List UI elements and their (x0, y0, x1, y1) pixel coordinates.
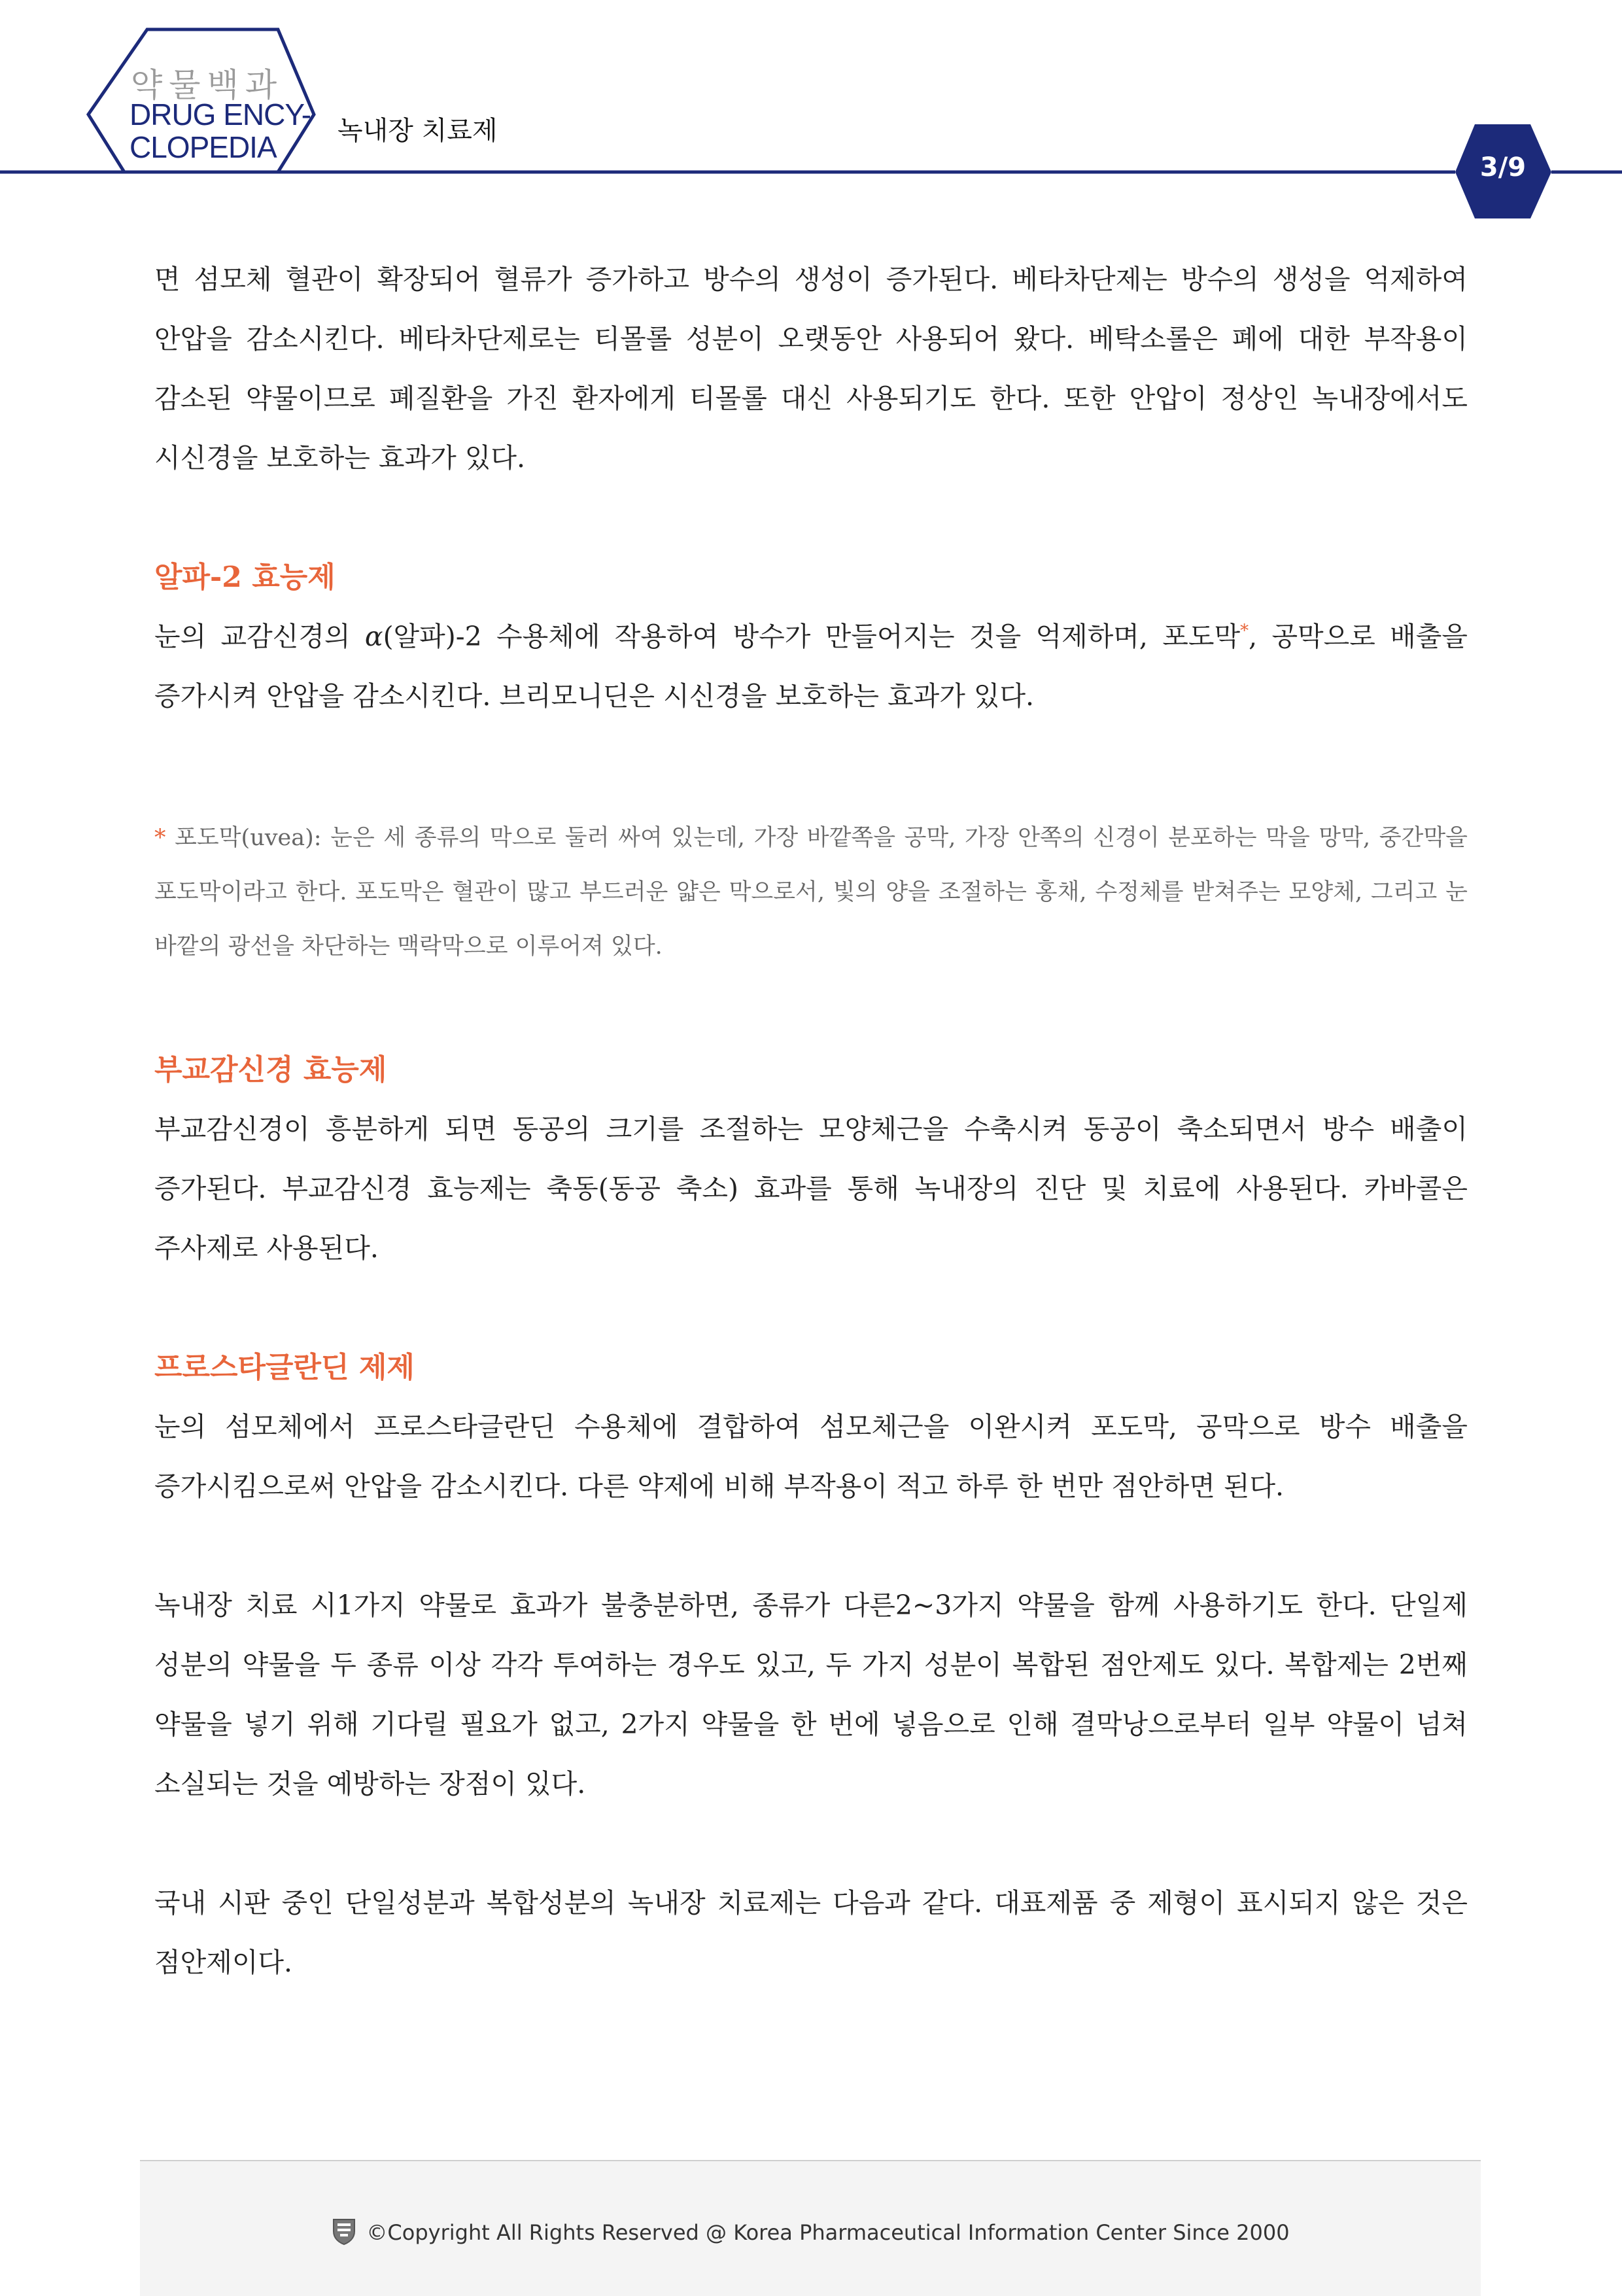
alpha2-text-a: 눈의 교감신경의 (154, 621, 365, 652)
footnote-text: 포도막(uvea): 눈은 세 종류의 막으로 둘러 싸여 있는데, 가장 바깥쪽을 공막, 가장 안쪽의 신경이 분포하는 막을 망막, 중간막을 포도막이라고 한다. 포도막은 혈관이 많고 부드러운 얇은 막으로서, 빛의 양을 조절하는 홍채, 수정체를 받쳐주는 모양체, 그리고 눈 바깥의 광선을 차단하는 맥락막으로 이루어져 있다. (154, 825, 1468, 960)
logo-english-line2: CLOPEDIA (129, 130, 277, 164)
page-number: 3/9 (1479, 152, 1527, 183)
alpha2-paragraph (154, 607, 1468, 726)
footnote-marker: * (1240, 621, 1249, 641)
intro-paragraph: 면 섬모체 혈관이 확장되어 혈류가 증가하고 방수의 생성이 증가된다. 베타차단제는 방수의 생성을 억제하여 안압을 감소시킨다. 베타차단제로는 티몰롤 성분이 오랫동안 사용되어 왔다. 베탁소롤은 폐에 대한 부작용이 감소된 약물이므로 폐질환을 가진 환자에게 티몰롤 대신 사용되기도 한다. 또한 안압이 정상인 녹내장에서도 시신경을 보호하는 효과가 있다. (154, 264, 1468, 474)
parasympathetic-heading: 부교감신경 효능제 (154, 1053, 387, 1087)
domestic-paragraph: 국내 시판 중인 단일성분과 복합성분의 녹내장 치료제는 다음과 같다. 대표제품 중 제형이 표시되지 않은 것은 점안제이다. (154, 1887, 1468, 1978)
alpha2-heading: 알파-2 효능제 (154, 561, 336, 594)
page-content (154, 250, 1468, 1992)
combination-paragraph: 녹내장 치료 시1가지 약물로 효과가 불충분하면, 종류가 다른2~3가지 약물을 함께 사용하기도 한다. 단일제 성분의 약물을 두 종류 이상 각각 투여하는 경우도 있고, 두 가지 성분이 복합된 점안제도 있다. 복합제는 2번째 약물을 넣기 위해 기다릴 필요가 없고, 2가지 약물을 한 번에 넣음으로 인해 결막낭으로부터 일부 약물이 넘쳐 소실되는 것을 예방하는 장점이 있다. (154, 1590, 1468, 1800)
parasympathetic-paragraph: 부교감신경이 흥분하게 되면 동공의 크기를 조절하는 모양체근을 수축시켜 동공이 축소되면서 방수 배출이 증가된다. 부교감신경 효능제는 축동(동공 축소) 효과를 통해 녹내장의 진단 및 치료에 사용된다. 카바콜은 주사제로 사용된다. (154, 1113, 1468, 1264)
prostaglandin-heading: 프로스타글란딘 제제 (154, 1351, 415, 1384)
page-footer (140, 2160, 1481, 2296)
footnote (154, 811, 1468, 974)
alpha-symbol: α (364, 621, 383, 652)
page-header (0, 0, 1622, 222)
shield-icon (331, 2217, 357, 2251)
logo-korean: 약물백과 (131, 66, 284, 104)
prostaglandin-paragraph: 눈의 섬모체에서 프로스타글란딘 수용체에 결합하여 섬모체근을 이완시켜 포도막, 공막으로 방수 배출을 증가시킴으로써 안압을 감소시킨다. 다른 약제에 비해 부작용이 적고 하루 한 번만 점안하면 된다. (154, 1411, 1468, 1502)
document-title: 녹내장 치료제 (337, 116, 498, 146)
footer-copyright-line (140, 2217, 1481, 2251)
alpha2-text-c: , 공막으로 배출을 증가시켜 안압을 감소시킨다. 브리모니딘은 시신경을 보호하는 효과가 있다. (154, 621, 1468, 712)
alpha2-text-b: (알파)-2 수용체에 작용하여 방수가 만들어지는 것을 억제하며, 포도막 (383, 621, 1241, 652)
logo-english-line1: DRUG ENCY- (129, 97, 311, 131)
logo-english (129, 98, 311, 164)
copyright-text: ©Copyright All Rights Reserved @ Korea Pharmaceutical Information Center Since 2000 (366, 2220, 1290, 2245)
footnote-star: * (154, 825, 166, 851)
